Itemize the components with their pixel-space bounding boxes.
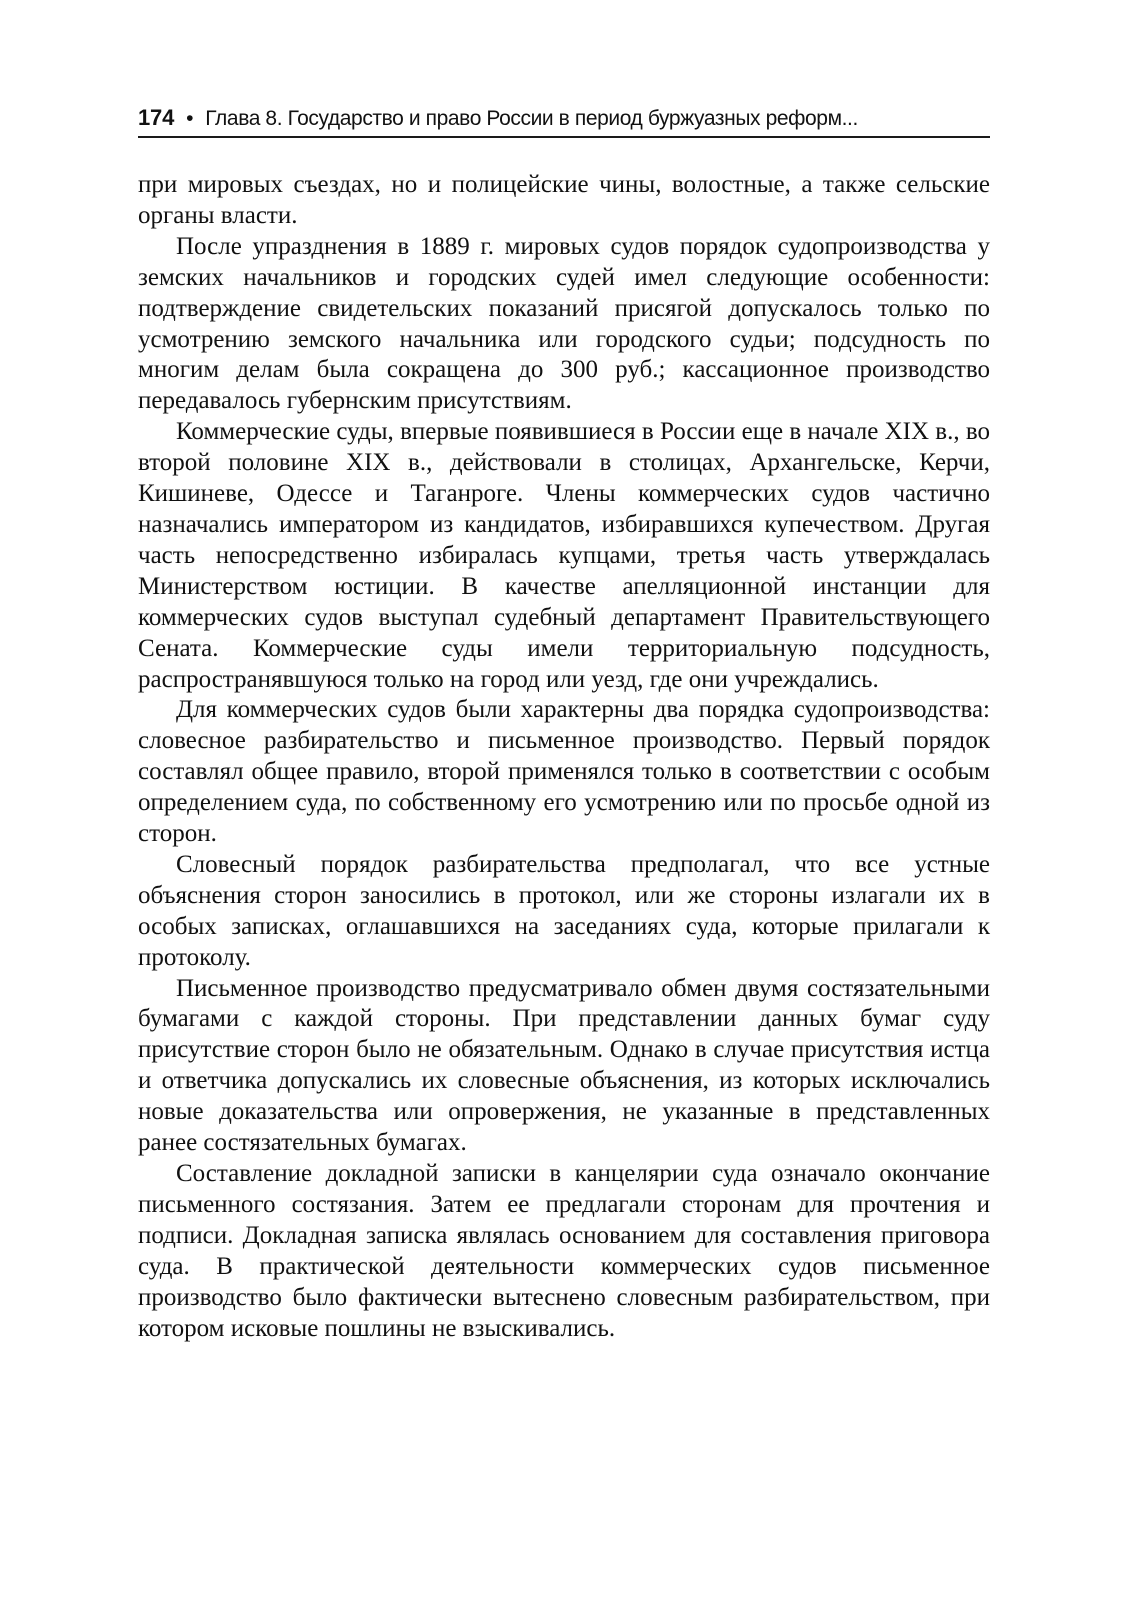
paragraph: Письменное производство предусматривало обмен двумя состязательными бумагами с каждой стороны. При представлении данных бумаг суду присутствие сторон было не обязательным. Однако в случае присутствия истца и ответчика допускались их словесные объяснения, из которых исключались новые доказательства или опровержения, не указанные в представленных ранее состязательных бумагах. [138, 974, 990, 1157]
paragraph: Коммерческие суды, впервые появившиеся в России еще в начале XIX в., во второй половине XIX в., действовали в столицах, Архангельске, Керчи, Кишиневе, Одессе и Таганроге. Члены коммерческих судов частично назначались императором из кандидатов, избиравшихся купечеством. Другая часть непосредственно избиралась купцами, третья часть утверждалась Министерством юстиции. В качестве апелляционной инстанции для коммерческих судов выступал судебный департамент Правительствующего Сената. Коммерческие суды имели территориальную подсудность, распространявшуюся только на город или уезд, где они учреждались. [138, 418, 990, 693]
paragraph: После упразднения в 1889 г. мировых судов порядок судопроизводства у земских начальников и городских судей имел следующие особенности: подтверждение свидетельских показаний присягой допускалось только по усмотрению земского начальника или городского судьи; подсудность по многим делам была сокращена до 300 руб.; кассационное производство передавалось губернским присутствиям. [138, 232, 990, 415]
paragraph: при мировых съездах, но и полицейские чины, волостные, а также сельские органы власти. [138, 171, 990, 229]
header-separator: • [186, 107, 194, 130]
body-text [138, 170, 990, 1344]
paragraph: Составление докладной записки в канцелярии суда означало окончание письменного состязания. Затем ее предлагали сторонам для прочтения и подписи. Докладная записка являлась основанием для составления приговора суда. В практической деятельности коммерческих судов письменное производство было фактически вытеснено словесным разбирательством, при котором исковые пошлины не взыскивались. [138, 1160, 990, 1342]
book-page [138, 100, 990, 1344]
page-number: 174 [138, 105, 175, 130]
paragraph: Словесный порядок разбирательства предполагал, что все устные объяснения сторон заносились в протокол, или же стороны излагали их в особых записках, оглашавшихся на заседаниях суда, которые прилагали к протоколу. [138, 850, 990, 971]
paragraph: Для коммерческих судов были характерны два порядка судопроизводства: словесное разбирательство и письменное производство. Первый порядок составлял общее правило, второй применялся только в соответствии с особым определением суда, по собственному его усмотрению или по просьбе одной из сторон. [138, 696, 990, 848]
running-header [138, 100, 990, 138]
chapter-title: Глава 8. Государство и право России в период буржуазных реформ... [205, 107, 858, 130]
